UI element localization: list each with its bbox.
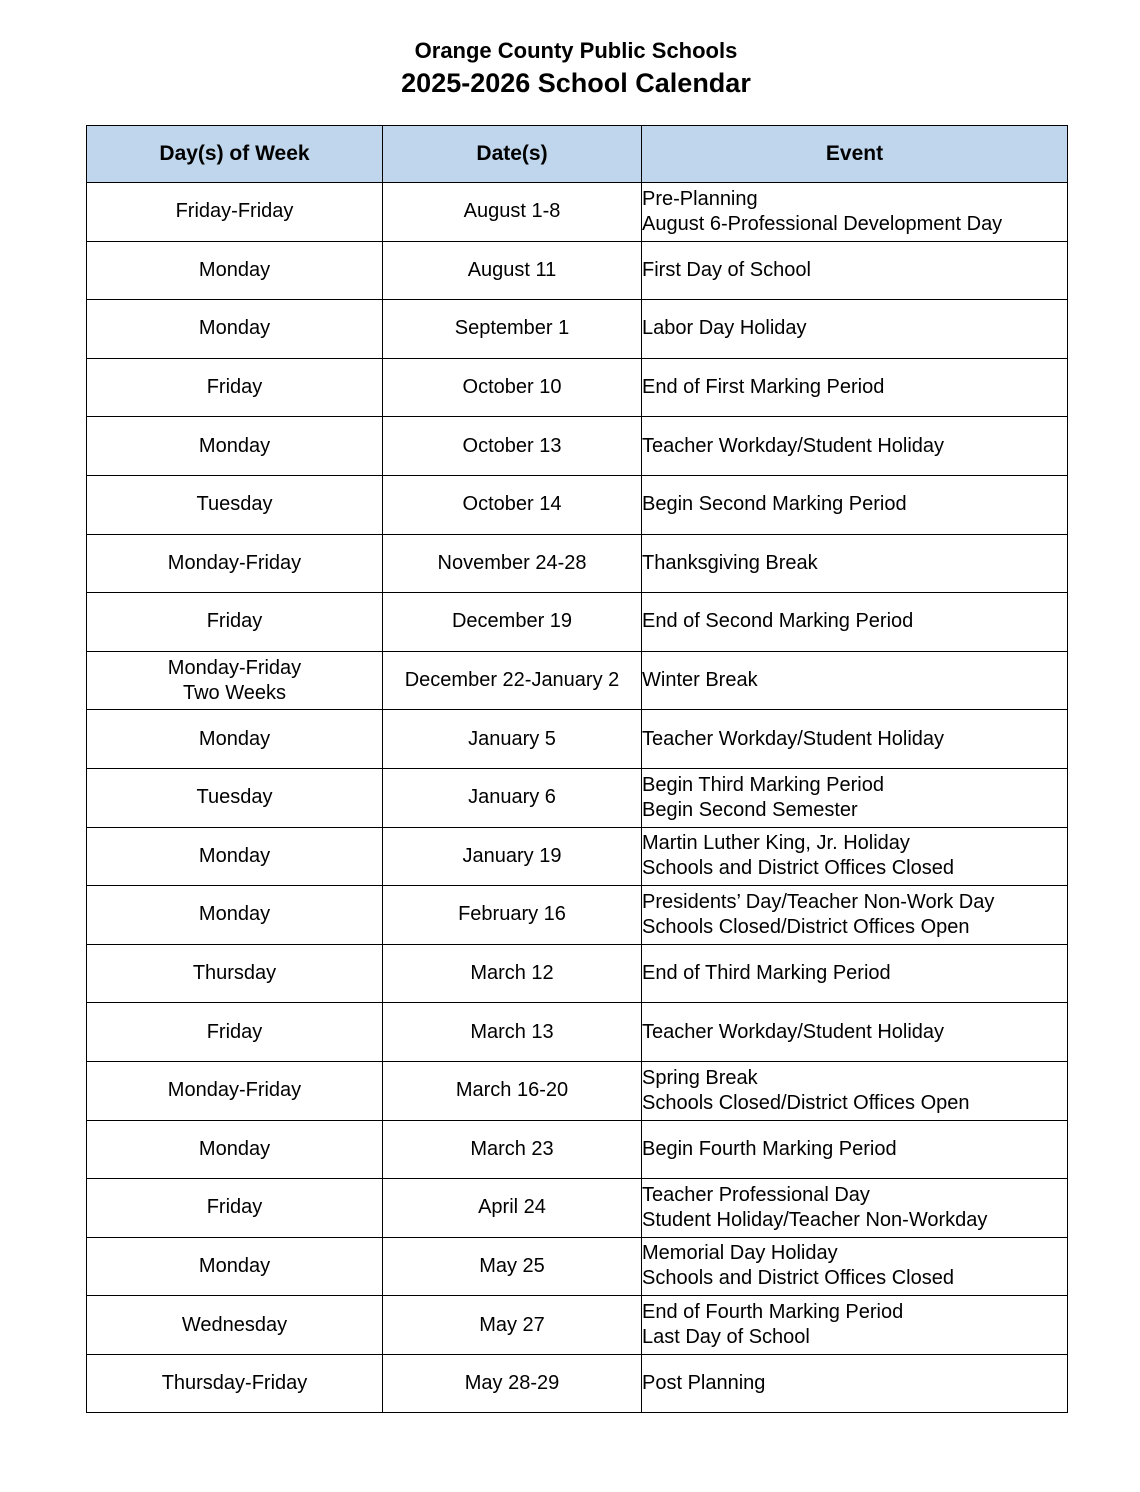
day-text: Friday [206, 1020, 263, 1043]
event-text: Presidents’ Day/Teacher Non-Work Day [642, 890, 995, 913]
cell-event [642, 944, 1068, 1003]
cell-day [87, 1237, 383, 1296]
cell-event [642, 358, 1068, 417]
event-text: Spring Break [642, 1066, 758, 1089]
document-header [0, 36, 1140, 100]
event-text: Last Day of School [642, 1326, 810, 1349]
event-text: Martin Luther King, Jr. Holiday [642, 832, 910, 855]
cell-day [87, 1179, 383, 1238]
cell-event [642, 886, 1068, 945]
day-text: Wednesday [181, 1313, 288, 1336]
event-text: Memorial Day Holiday [642, 1242, 838, 1265]
table-row [87, 358, 1068, 417]
cell-date: October 14 [383, 475, 642, 534]
event-text: Thanksgiving Break [642, 551, 818, 574]
table-row [87, 1179, 1068, 1238]
cell-event [642, 827, 1068, 886]
cell-day [87, 710, 383, 769]
cell-event [642, 417, 1068, 476]
cell-day [87, 768, 383, 827]
table-row [87, 1296, 1068, 1355]
day-text: Tuesday [196, 493, 273, 516]
cell-day [87, 651, 383, 710]
day-text: Monday [198, 727, 271, 750]
cell-day [87, 1354, 383, 1413]
cell-day [87, 241, 383, 300]
cell-event [642, 183, 1068, 242]
cell-event [642, 768, 1068, 827]
day-text: Monday [198, 1137, 271, 1160]
cell-date: August 1-8 [383, 183, 642, 242]
day-text: Thursday-Friday [161, 1372, 308, 1395]
day-text: Friday [206, 1196, 263, 1219]
cell-day [87, 1120, 383, 1179]
cell-event [642, 1296, 1068, 1355]
cell-date: December 19 [383, 593, 642, 652]
day-text: Monday-Friday [167, 551, 302, 574]
cell-event [642, 1237, 1068, 1296]
table-row [87, 534, 1068, 593]
cell-day [87, 358, 383, 417]
event-text: Pre-Planning [642, 187, 758, 210]
table-row [87, 1061, 1068, 1120]
event-text: Teacher Professional Day [642, 1183, 870, 1206]
cell-day [87, 1003, 383, 1062]
cell-date: May 27 [383, 1296, 642, 1355]
cell-date: January 5 [383, 710, 642, 769]
cell-date: March 12 [383, 944, 642, 1003]
event-text: Begin Third Marking Period [642, 773, 884, 796]
event-text: Begin Second Marking Period [642, 493, 907, 516]
day-text: Monday [198, 317, 271, 340]
cell-day [87, 417, 383, 476]
cell-day [87, 827, 383, 886]
cell-event [642, 1120, 1068, 1179]
table-row [87, 1003, 1068, 1062]
event-text: Schools Closed/District Offices Open [642, 915, 970, 938]
cell-date: November 24-28 [383, 534, 642, 593]
table-row [87, 593, 1068, 652]
cell-day [87, 300, 383, 359]
event-text: Schools Closed/District Offices Open [642, 1091, 970, 1114]
day-text: Friday-Friday [175, 200, 294, 223]
cell-event [642, 1003, 1068, 1062]
cell-date: April 24 [383, 1179, 642, 1238]
event-text: First Day of School [642, 258, 811, 281]
event-text: End of Third Marking Period [642, 962, 891, 985]
table-row [87, 417, 1068, 476]
event-text: End of Fourth Marking Period [642, 1301, 904, 1324]
table-row [87, 300, 1068, 359]
day-text: Monday [198, 258, 271, 281]
cell-day [87, 534, 383, 593]
day-text: Monday-Friday [167, 656, 302, 679]
cell-event [642, 534, 1068, 593]
cell-day [87, 944, 383, 1003]
column-header-day: Day(s) of Week [87, 126, 383, 183]
day-text: Monday [198, 434, 271, 457]
cell-event [642, 710, 1068, 769]
event-text: Begin Second Semester [642, 798, 858, 821]
cell-date: May 28-29 [383, 1354, 642, 1413]
cell-event [642, 241, 1068, 300]
cell-day [87, 183, 383, 242]
table-row [87, 183, 1068, 242]
day-text: Monday [198, 1254, 271, 1277]
event-text: Schools and District Offices Closed [642, 857, 954, 880]
cell-date: March 23 [383, 1120, 642, 1179]
cell-day [87, 593, 383, 652]
event-text: End of Second Marking Period [642, 610, 914, 633]
cell-date: January 6 [383, 768, 642, 827]
event-text: Teacher Workday/Student Holiday [642, 1020, 945, 1043]
column-header-date: Date(s) [383, 126, 642, 183]
column-header-event: Event [642, 126, 1068, 183]
day-text: Thursday [192, 962, 277, 985]
table-row [87, 1237, 1068, 1296]
day-text: Monday [198, 844, 271, 867]
cell-date: August 11 [383, 241, 642, 300]
event-text: Begin Fourth Marking Period [642, 1137, 897, 1160]
table-row [87, 710, 1068, 769]
table-body [87, 183, 1068, 1413]
table-row [87, 651, 1068, 710]
table-row [87, 768, 1068, 827]
cell-date: December 22-January 2 [383, 651, 642, 710]
table-row [87, 827, 1068, 886]
cell-date: January 19 [383, 827, 642, 886]
day-text: Two Weeks [183, 681, 286, 704]
cell-event [642, 1179, 1068, 1238]
cell-date: February 16 [383, 886, 642, 945]
event-text: August 6-Professional Development Day [642, 212, 1003, 235]
cell-date: September 1 [383, 300, 642, 359]
event-text: Teacher Workday/Student Holiday [642, 434, 945, 457]
calendar-table [86, 125, 1068, 1413]
day-text: Monday-Friday [167, 1079, 302, 1102]
cell-event [642, 651, 1068, 710]
cell-event [642, 1354, 1068, 1413]
table-row [87, 241, 1068, 300]
cell-date: October 13 [383, 417, 642, 476]
cell-day [87, 475, 383, 534]
day-text: Friday [206, 376, 263, 399]
cell-event [642, 593, 1068, 652]
day-text: Friday [206, 610, 263, 633]
table-row [87, 944, 1068, 1003]
day-text: Monday [198, 903, 271, 926]
cell-day [87, 1061, 383, 1120]
event-text: End of First Marking Period [642, 376, 885, 399]
organization-name: Orange County Public Schools [414, 38, 738, 63]
event-text: Labor Day Holiday [642, 317, 807, 340]
cell-day [87, 886, 383, 945]
table-row [87, 886, 1068, 945]
cell-date: March 16-20 [383, 1061, 642, 1120]
table-row [87, 475, 1068, 534]
calendar-title: 2025-2026 School Calendar [401, 68, 751, 98]
cell-day [87, 1296, 383, 1355]
table-row [87, 1120, 1068, 1179]
cell-event [642, 300, 1068, 359]
cell-date: October 10 [383, 358, 642, 417]
event-text: Schools and District Offices Closed [642, 1267, 954, 1290]
table-row [87, 1354, 1068, 1413]
cell-event [642, 475, 1068, 534]
cell-date: March 13 [383, 1003, 642, 1062]
event-text: Teacher Workday/Student Holiday [642, 727, 945, 750]
day-text: Tuesday [196, 786, 273, 809]
table-header-row [87, 126, 1068, 183]
cell-date: May 25 [383, 1237, 642, 1296]
event-text: Post Planning [642, 1372, 766, 1395]
event-text: Winter Break [642, 669, 758, 692]
event-text: Student Holiday/Teacher Non-Workday [642, 1208, 988, 1231]
cell-event [642, 1061, 1068, 1120]
